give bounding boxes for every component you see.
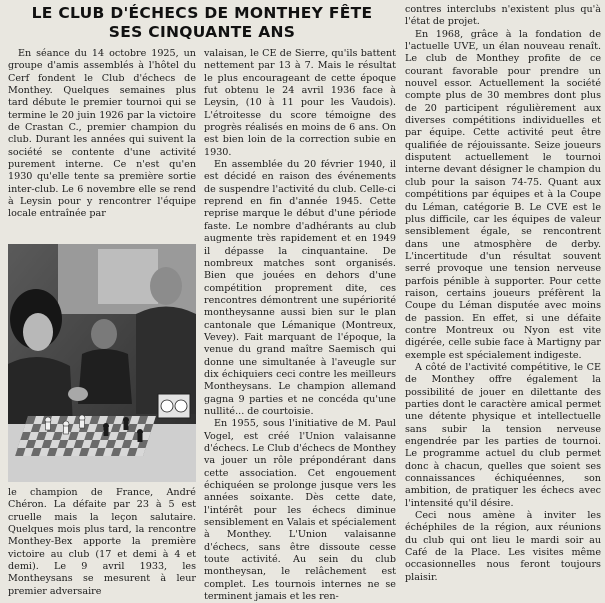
paragraph: En assemblée du 20 février 1940, il est décidé en raison des événements de suspendre l'activité du club. Celle-ci reprend en fin d'année 1945. Cette reprise marque le début d'une période faste. Le nombre d'adhérants au club augmente très rapidement et en 1949 il dépasse la cinquantaine. De nombreux matches sont organisés. Bien que jouées en dehors d'une compétition proprement dite, ces rencontres démontrent une supériorité montheysanne aussi bien sur le plan cantonale que Lémanique (Montreux, Vevey). Fait marquant de l'époque, la venue du grand maître Saemisch qui donne une simultanée à l'aveugle sur dix échiquiers ceci contre les meilleurs Montheysans. Le champion allemand gagna 9 parties et ne concéda qu'une nullité... de courtoisie.	[204, 159, 396, 417]
paragraph: valaisan, le CE de Sierre, qu'ils battent nettement par 13 à 7. Mais le résultat le plus encourageant de cette époque fut obtenu le 24 avril 1936 face à Leysin, (10 à 11 pour les Vaudois). L'étroitesse du score témoigne des progrès réalisés en moins de 6 ans. On est bien loin de la correction subie en 1930.	[204, 48, 396, 158]
column-2	[204, 48, 396, 603]
title-line-2: SES CINQUANTE ANS	[108, 23, 296, 41]
column-1-bottom	[8, 487, 196, 597]
paragraph: En 1955, sous l'initiative de M. Paul Vogel, est créé l'Union valaisanne d'échecs. Le Club d'échecs de Monthey va jouer un rôle prépondérant dans cette association. Cet engouement échiquéen se prolonge jusque vers les années soixante. Dès cette date, l'intérêt pour les échecs diminue sensiblement en Valais et spécialement à Monthey. L'Union valaisanne d'échecs, sans être dissoute cesse toute activité. Au sein du club montheysan, le relâchement est complet. Les tournois internes ne se terminent jamais et les ren-	[204, 418, 396, 603]
column-3	[405, 4, 601, 583]
article-title	[6, 4, 398, 42]
chess-players-photo	[8, 244, 196, 482]
paragraph: A côté de l'activité compétitive, le CE de Monthey offre également la possibilité de jouer en dilettante des parties dont le caractère amical permet une détente physique et intellectuelle sans subir la tension nerveuse engendrée par les parties de tournoi. Le programme actuel du club permet donc à chacun, quelles que soient ses connaissances échiquéennes, son ambition, de pratiquer les échecs avec l'intensité qu'il désire.	[405, 361, 601, 509]
paragraph: contres interclubs n'existent plus qu'à l'état de projet.	[405, 4, 601, 28]
paragraph: Ceci nous amène à inviter les échéphiles de la région, aux réunions du club qui ont lieu le mardi soir au Café de la Place. Les visites même occasionnelles nous feront toujours plaisir.	[405, 510, 601, 583]
paragraph: En séance du 14 octobre 1925, un groupe d'amis assemblés à l'hôtel du Cerf fondent le Club d'échecs de Monthey. Quelques semaines plus tard débute le premier tournoi qui se termine le 20 juin 1926 par la victoire de Crastan C., premier champion du club. Durant les années qui suivent la société se contente d'une activité purement interne. Ce n'est qu'en 1930 qu'elle tente sa première sortie inter-club. Le 6 novembre elle se rend à Leysin pour y rencontrer l'équipe locale entraînée par	[8, 48, 196, 220]
column-1-top	[8, 48, 196, 238]
paragraph: En 1968, grâce à la fondation de l'actuelle UVE, un élan nouveau renaît. Le club de Monthey profite de ce courant favorable pour prendre un nouvel essor. Actuellement la société compte plus de 30 membres dont plus de 20 participent régulièrement aux diverses compétitions individuelles et par équipe. Cette activité peut être qualifiée de réjouissante. Seize joueurs disputent actuellement le tournoi interne devant désigner le champion du club pour la saison 74-75. Quant aux compétitions par équipes et à la Coupe du Léman, catégorie B. Le CVE est le plus difficile, car les équipes de valeur sensiblement égale, se rencontrent dans une atmosphère de derby. L'incertitude d'un résultat souvent serré provoque une tension nerveuse parfois pénible à supporter. Pour cette raison, certains joueurs préfèrent la Coupe du Léman disputée avec moins de passion. En effet, si une défaite contre Montreux ou Nyon est vite digérée, celle subie face à Martigny par exemple est spécialement indigeste.	[405, 28, 601, 361]
title-line-1: LE CLUB D'ÉCHECS DE MONTHEY FÊTE	[31, 4, 373, 22]
photo-illustration	[8, 244, 196, 482]
paragraph: le champion de France, André Chéron. La défaite par 23 à 5 est cruelle mais la leçon salutaire. Quelques mois plus tard, la rencontre Monthey-Bex apporte la première victoire au club (17 et demi à 4 et demi). Le 9 avril 1933, les Montheysans se mesurent à leur premier adversaire	[8, 487, 196, 597]
